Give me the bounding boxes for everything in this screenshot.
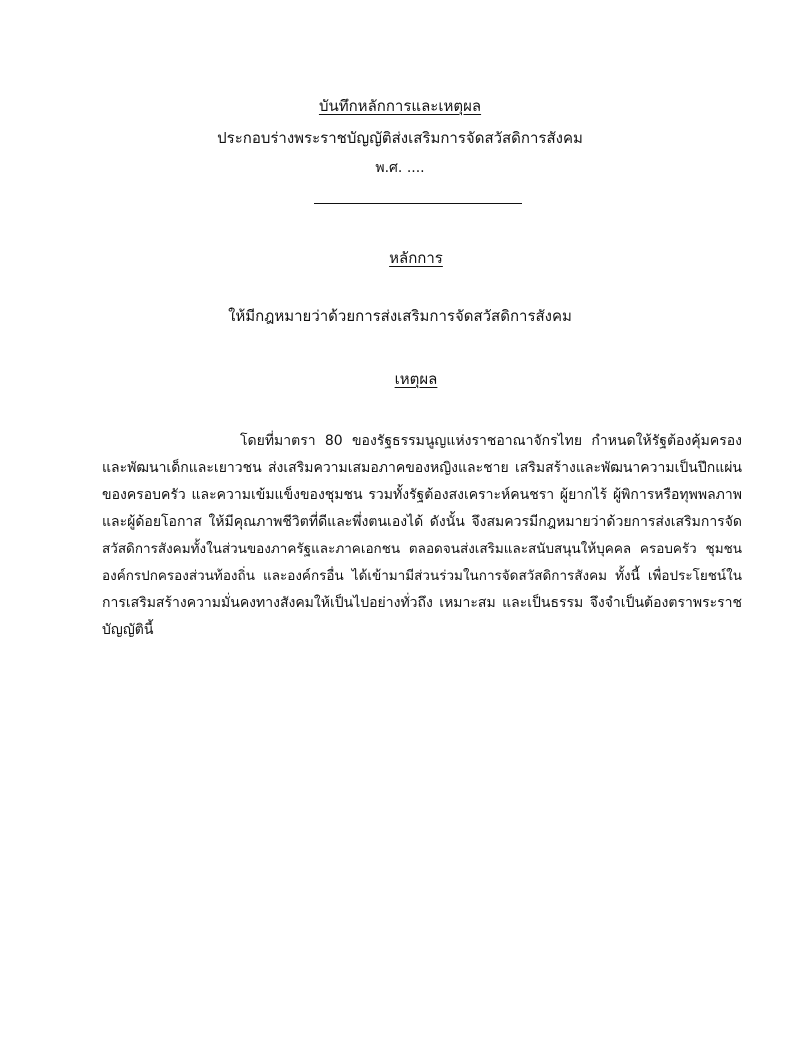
reason-heading: เหตุผล — [394, 370, 438, 388]
title-divider — [314, 203, 522, 204]
reason-paragraph — [102, 428, 742, 644]
reason-line: การเสริมสร้างความมั่นคงทางสังคมให้เป็นไปอย่างทั่วถึง เหมาะสม และเป็นธรรม จึงจำเป็นต้องตราพระราช — [102, 595, 742, 611]
reason-line: โดยที่มาตรา 80 ของรัฐธรรมนูญแห่งราชอาณาจักรไทย กำหนดให้รัฐต้องคุ้มครอง — [240, 433, 742, 449]
reason-line: สวัสดิการสังคมทั้งในส่วนของภาครัฐและภาคเอกชน ตลอดจนส่งเสริมและสนับสนุนให้บุคคล ครอบครัว ชุมชน — [102, 541, 742, 557]
memo-title: บันทึกหลักการและเหตุผล — [318, 97, 482, 115]
memo-year: พ.ศ. .... — [375, 160, 425, 176]
reason-line: และผู้ด้อยโอกาส ให้มีคุณภาพชีวิตที่ดีและพึ่งตนเองได้ ดังนั้น จึงสมควรมีกฎหมายว่าด้วยการส่งเสริมการจัด — [102, 514, 742, 530]
principle-heading: หลักการ — [389, 249, 443, 267]
reason-line: ของครอบครัว และความเข้มแข็งของชุมชน รวมทั้งรัฐต้องสงเคราะห์คนชรา ผู้ยากไร้ ผู้พิการหรือทุพพลภาพ — [102, 487, 742, 503]
memo-subtitle: ประกอบร่างพระราชบัญญัติส่งเสริมการจัดสวัสดิการสังคม — [217, 129, 583, 147]
principle-text: ให้มีกฎหมายว่าด้วยการส่งเสริมการจัดสวัสดิการสังคม — [228, 307, 572, 325]
reason-line: บัญญัตินี้ — [102, 622, 154, 638]
reason-line: และพัฒนาเด็กและเยาวชน ส่งเสริมความเสมอภาคของหญิงและชาย เสริมสร้างและพัฒนาความเป็นปึกแผ่น — [102, 460, 742, 476]
reason-line: องค์กรปกครองส่วนท้องถิ่น และองค์กรอื่น ได้เข้ามามีส่วนร่วมในการจัดสวัสดิการสังคม ทั้งนี้ เพื่อประโยชน์ใน — [102, 568, 742, 584]
